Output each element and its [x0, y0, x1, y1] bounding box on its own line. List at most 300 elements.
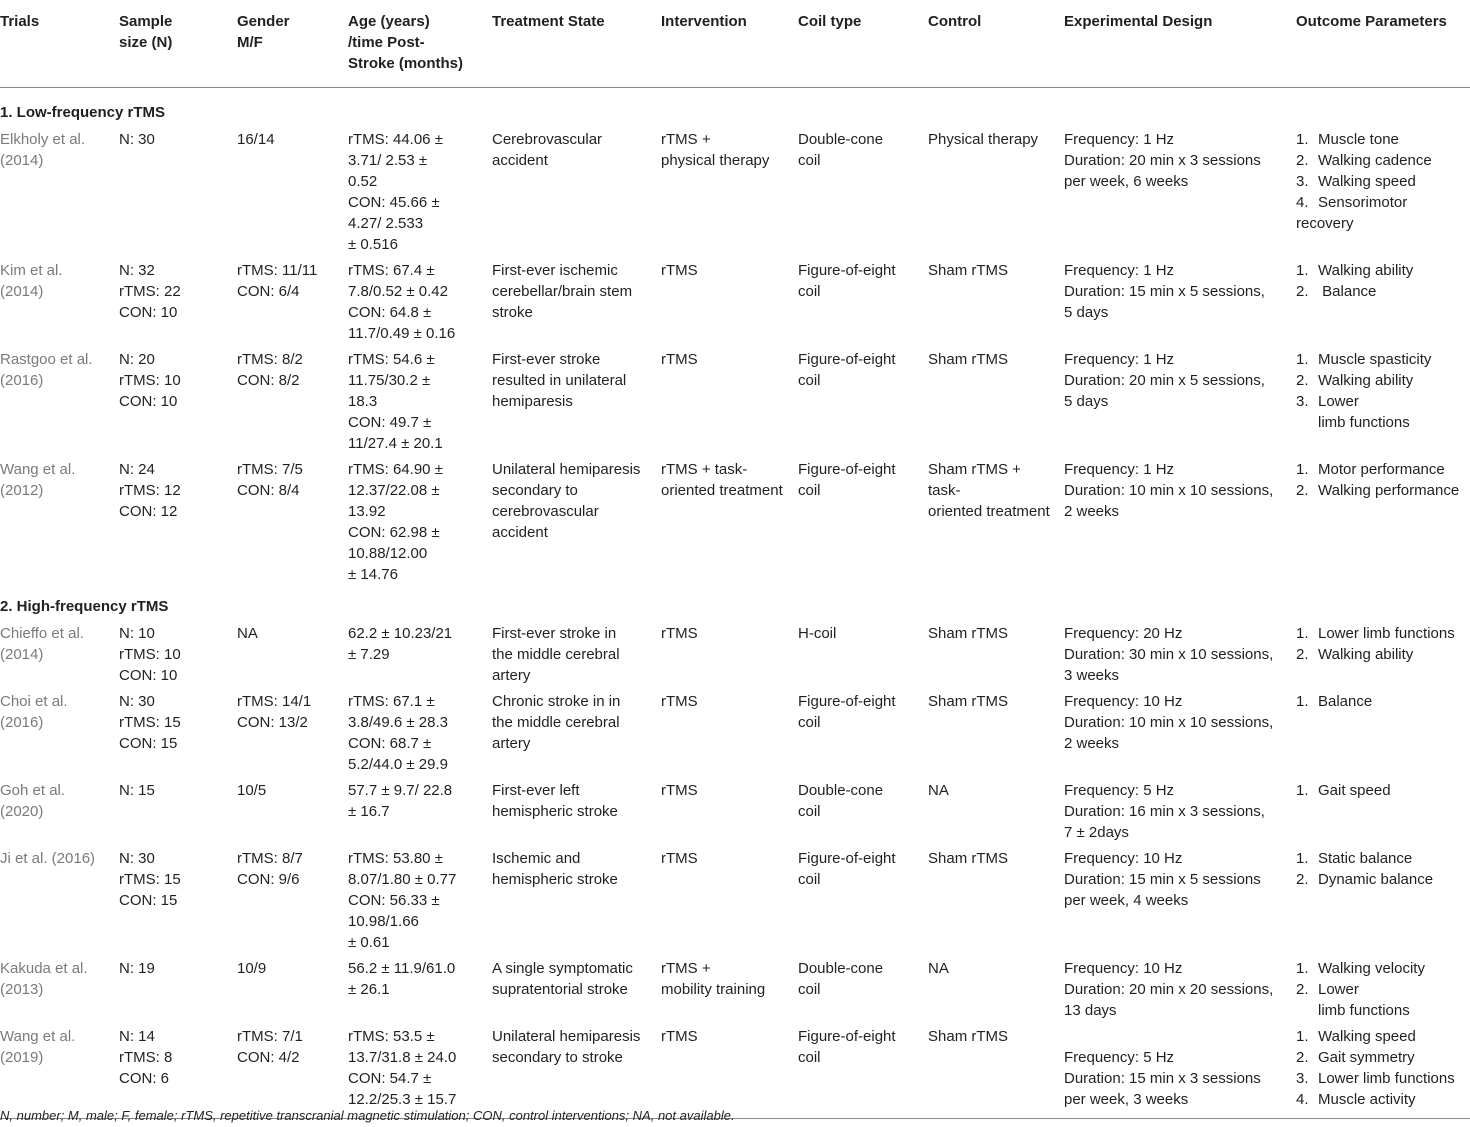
section-header-row [0, 88, 1470, 128]
cell-coil-type [798, 347, 928, 457]
cell-trial [0, 258, 119, 347]
outcome-text: Walking ability [1318, 646, 1414, 663]
cell-intervention-line: rTMS [661, 625, 698, 642]
outcome-item [1296, 958, 1466, 979]
outcome-number: 1. [1296, 351, 1309, 368]
outcome-number: 3. [1296, 393, 1309, 410]
cell-experimental-design-line: Frequency: 1 Hz [1064, 351, 1175, 368]
cell-trial [0, 127, 119, 258]
outcome-number: 3. [1296, 173, 1309, 190]
cell-age [348, 457, 492, 588]
cell-control [928, 621, 1064, 689]
outcome-number: 1. [1296, 782, 1309, 799]
cell-age-line: 13.7/31.8 ± 24.0 [348, 1049, 457, 1066]
table-row [0, 1024, 1470, 1119]
cell-trial-line: (2020) [0, 803, 44, 820]
cell-experimental-design-line: Frequency: 20 Hz [1064, 625, 1183, 642]
cell-sample-size-line: N: 10 [119, 625, 155, 642]
cell-control-line: Sham rTMS [928, 693, 1009, 710]
cell-gender-line: rTMS: 14/1 [237, 693, 312, 710]
outcome-number: 1. [1296, 693, 1309, 710]
cell-age-line: rTMS: 53.80 ± [348, 850, 443, 867]
outcome-number [1296, 1000, 1318, 1021]
outcome-item [1296, 848, 1466, 869]
cell-sample-size-line: N: 15 [119, 782, 155, 799]
header-age: Age (years) /time Post- Stroke (months) [348, 0, 492, 88]
outcome-text: Muscle activity [1318, 1091, 1416, 1108]
cell-sample-size-line: CON: 10 [119, 304, 178, 321]
cell-gender [237, 347, 348, 457]
cell-gender [237, 457, 348, 588]
cell-control-line: NA [928, 960, 949, 977]
cell-sample-size-line: rTMS: 22 [119, 283, 181, 300]
table-row [0, 778, 1470, 846]
cell-experimental-design-line: Duration: 15 min x 5 sessions [1064, 871, 1261, 888]
cell-intervention-line: rTMS + task- [661, 461, 748, 478]
cell-control [928, 258, 1064, 347]
cell-age-line: rTMS: 64.90 ± [348, 461, 443, 478]
cell-experimental-design-line: 2 weeks [1064, 735, 1120, 752]
cell-experimental-design-line [1064, 1026, 1292, 1047]
outcome-text: Balance [1318, 693, 1373, 710]
cell-trial-line: Chieffo et al. [0, 625, 84, 642]
cell-trial-line: Kim et al. [0, 262, 63, 279]
cell-experimental-design-line: Duration: 20 min x 20 sessions, [1064, 981, 1274, 998]
cell-age-line: 5.2/44.0 ± 29.9 [348, 756, 448, 773]
cell-control [928, 689, 1064, 778]
cell-sample-size-line: rTMS: 8 [119, 1049, 173, 1066]
header-gender: Gender M/F [237, 0, 348, 88]
cell-experimental-design-line: Frequency: 10 Hz [1064, 850, 1183, 867]
cell-intervention-line: rTMS [661, 693, 698, 710]
cell-treatment-state-line: First-ever stroke [492, 351, 601, 368]
cell-age [348, 689, 492, 778]
cell-age-line: 12.2/25.3 ± 15.7 [348, 1091, 457, 1108]
table-row [0, 846, 1470, 956]
cell-experimental-design-line: 13 days [1064, 1002, 1117, 1019]
cell-trial-line: Rastgoo et al. [0, 351, 93, 368]
cell-experimental-design-line: Frequency: 10 Hz [1064, 960, 1183, 977]
cell-trial-line: Kakuda et al. [0, 960, 88, 977]
cell-treatment-state-line: hemispheric stroke [492, 803, 618, 820]
cell-coil-type [798, 846, 928, 956]
cell-coil-type [798, 258, 928, 347]
cell-experimental-design-line: Duration: 15 min x 5 sessions, [1064, 283, 1265, 300]
cell-age-line: 62.2 ± 10.23/21 [348, 625, 453, 642]
cell-coil-type-line: coil [798, 283, 821, 300]
cell-experimental-design-line: Duration: 30 min x 10 sessions, [1064, 646, 1274, 663]
cell-age [348, 1024, 492, 1119]
cell-coil-type [798, 956, 928, 1024]
cell-age-line: 57.7 ± 9.7/ 22.8 [348, 782, 453, 799]
cell-treatment-state-line: supratentorial stroke [492, 981, 628, 998]
cell-coil-type [798, 1024, 928, 1119]
cell-age-line: 0.52 [348, 173, 378, 190]
header-outcome-parameters: Outcome Parameters [1296, 0, 1470, 88]
outcome-list [1296, 129, 1466, 234]
cell-treatment-state [492, 127, 661, 258]
cell-intervention-line: rTMS [661, 1028, 698, 1045]
cell-age-line: 18.3 [348, 393, 378, 410]
cell-control-line: Physical therapy [928, 131, 1039, 148]
cell-coil-type-line: Double-cone [798, 782, 884, 799]
cell-experimental-design-line: Duration: 20 min x 3 sessions [1064, 152, 1261, 169]
cell-trial [0, 689, 119, 778]
cell-gender [237, 1024, 348, 1119]
cell-age-line: 8.07/1.80 ± 0.77 [348, 871, 457, 888]
cell-gender-line: rTMS: 8/7 [237, 850, 303, 867]
cell-treatment-state-line: the middle cerebral [492, 714, 620, 731]
cell-treatment-state-line: cerebrovascular [492, 503, 599, 520]
cell-intervention [661, 347, 798, 457]
cell-sample-size-line: N: 30 [119, 850, 155, 867]
outcome-number: 2. [1296, 482, 1309, 499]
cell-experimental-design [1064, 127, 1296, 258]
outcome-text: Walking speed [1318, 1028, 1416, 1045]
cell-outcome-parameters [1296, 689, 1470, 778]
outcome-text: Lower limb functions [1318, 625, 1455, 642]
cell-age-line: 4.27/ 2.533 [348, 215, 424, 232]
outcome-item [1296, 129, 1466, 150]
cell-gender [237, 258, 348, 347]
cell-experimental-design-line: Frequency: 1 Hz [1064, 262, 1175, 279]
cell-coil-type [798, 127, 928, 258]
cell-coil-type-line: coil [798, 803, 821, 820]
cell-trial-line: (2014) [0, 152, 44, 169]
outcome-number: 2. [1296, 1049, 1309, 1066]
header-sample-size: Sample size (N) [119, 0, 237, 88]
cell-sample-size [119, 846, 237, 956]
cell-age-line: ± 14.76 [348, 566, 398, 583]
cell-treatment-state-line: First-ever left [492, 782, 580, 799]
cell-sample-size-line: N: 30 [119, 693, 155, 710]
cell-sample-size-line: CON: 10 [119, 393, 178, 410]
header-treatment-state: Treatment State [492, 0, 661, 88]
cell-age [348, 621, 492, 689]
cell-treatment-state-line: accident [492, 524, 548, 541]
cell-treatment-state-line: the middle cerebral [492, 646, 620, 663]
cell-age-line: ± 7.29 [348, 646, 390, 663]
outcome-list [1296, 958, 1466, 1021]
cell-control-line: NA [928, 782, 949, 799]
cell-treatment-state-line: Chronic stroke in in [492, 693, 621, 710]
cell-treatment-state [492, 258, 661, 347]
cell-control [928, 846, 1064, 956]
cell-intervention [661, 956, 798, 1024]
cell-sample-size-line: rTMS: 12 [119, 482, 181, 499]
cell-intervention-line: rTMS + [661, 131, 711, 148]
outcome-list [1296, 260, 1466, 302]
outcome-text: Walking velocity [1318, 960, 1425, 977]
cell-trial-line: (2014) [0, 646, 44, 663]
cell-intervention [661, 846, 798, 956]
outcome-text: Walking ability [1318, 262, 1414, 279]
outcome-number: 1. [1296, 461, 1309, 478]
cell-experimental-design-line: 5 days [1064, 393, 1109, 410]
cell-age-line: ± 16.7 [348, 803, 390, 820]
section-title: 1. Low-frequency rTMS [0, 104, 166, 121]
cell-sample-size [119, 258, 237, 347]
cell-gender [237, 621, 348, 689]
cell-gender-line: 10/5 [237, 782, 267, 799]
outcome-text: limb functions [1318, 1002, 1410, 1019]
cell-age-line: ± 26.1 [348, 981, 390, 998]
cell-intervention-line: rTMS [661, 850, 698, 867]
cell-treatment-state-line: Unilateral hemiparesis [492, 1028, 641, 1045]
cell-coil-type-line: coil [798, 981, 821, 998]
cell-age [348, 846, 492, 956]
cell-treatment-state-line: First-ever stroke in [492, 625, 617, 642]
outcome-text: Walking performance [1318, 482, 1460, 499]
cell-gender-line: rTMS: 11/11 [237, 262, 318, 279]
cell-treatment-state-line: artery [492, 667, 531, 684]
cell-experimental-design-line: Frequency: 1 Hz [1064, 461, 1175, 478]
cell-trial [0, 846, 119, 956]
cell-gender-line: CON: 4/2 [237, 1049, 300, 1066]
cell-age-line: 10.88/12.00 [348, 545, 428, 562]
header-trials: Trials [0, 0, 119, 88]
cell-intervention [661, 457, 798, 588]
outcome-number: 2. [1296, 372, 1309, 389]
cell-sample-size-line: rTMS: 10 [119, 372, 181, 389]
cell-intervention [661, 127, 798, 258]
cell-treatment-state-line: Ischemic and [492, 850, 581, 867]
cell-gender-line: rTMS: 7/1 [237, 1028, 303, 1045]
cell-experimental-design-line: Duration: 20 min x 5 sessions, [1064, 372, 1265, 389]
cell-age-line: CON: 56.33 ± [348, 892, 440, 909]
cell-treatment-state-line: secondary to [492, 482, 578, 499]
cell-treatment-state-line: artery [492, 735, 531, 752]
outcome-item [1296, 1089, 1466, 1110]
cell-sample-size-line: N: 30 [119, 131, 155, 148]
cell-control [928, 127, 1064, 258]
cell-trial-line: (2014) [0, 283, 44, 300]
cell-coil-type-line: coil [798, 871, 821, 888]
outcome-list [1296, 349, 1466, 433]
cell-intervention-line: rTMS [661, 262, 698, 279]
outcome-text: Gait speed [1318, 782, 1391, 799]
cell-control [928, 778, 1064, 846]
outcome-item [1296, 1068, 1466, 1089]
cell-gender-line: CON: 8/2 [237, 372, 300, 389]
outcome-number: 1. [1296, 625, 1309, 642]
outcome-number: 2. [1296, 871, 1309, 888]
outcome-number: 4. [1296, 1091, 1309, 1108]
cell-intervention [661, 621, 798, 689]
cell-treatment-state [492, 457, 661, 588]
cell-sample-size [119, 457, 237, 588]
cell-gender [237, 127, 348, 258]
outcome-number: 1. [1296, 262, 1309, 279]
cell-coil-type-line: Double-cone [798, 131, 884, 148]
cell-coil-type-line: Figure-of-eight [798, 1028, 896, 1045]
cell-age [348, 127, 492, 258]
cell-experimental-design-line: per week, 6 weeks [1064, 173, 1189, 190]
cell-experimental-design-line: 7 ± 2days [1064, 824, 1129, 841]
cell-trial-line: (2016) [0, 714, 44, 731]
cell-age-line: 11/27.4 ± 20.1 [348, 435, 443, 452]
cell-experimental-design [1064, 778, 1296, 846]
outcome-item [1296, 150, 1466, 171]
cell-intervention [661, 689, 798, 778]
table-footnote: N, number; M, male; F, female; rTMS, repetitive transcranial magnetic stimulation; CON, control interventions; NA, not available. [0, 1108, 735, 1123]
outcome-text: limb functions [1318, 414, 1410, 431]
cell-age-line: 11.7/0.49 ± 0.16 [348, 325, 456, 342]
outcome-text: Sensorimotor recovery [1296, 194, 1408, 232]
cell-coil-type-line: coil [798, 372, 821, 389]
cell-gender-line: CON: 9/6 [237, 871, 300, 888]
cell-gender-line: rTMS: 8/2 [237, 351, 303, 368]
cell-control-line: oriented treatment [928, 503, 1050, 520]
cell-age-line: rTMS: 44.06 ± [348, 131, 443, 148]
cell-coil-type [798, 621, 928, 689]
cell-coil-type [798, 778, 928, 846]
cell-trial-line: Goh et al. [0, 782, 66, 799]
outcome-item [1296, 412, 1466, 433]
header-row [0, 0, 1470, 88]
cell-age [348, 258, 492, 347]
cell-coil-type-line: Double-cone [798, 960, 884, 977]
cell-outcome-parameters [1296, 457, 1470, 588]
outcome-text: Dynamic balance [1318, 871, 1434, 888]
cell-gender [237, 956, 348, 1024]
cell-sample-size-line: N: 32 [119, 262, 155, 279]
outcome-number: 1. [1296, 1028, 1309, 1045]
cell-outcome-parameters [1296, 127, 1470, 258]
cell-experimental-design [1064, 347, 1296, 457]
table-row [0, 621, 1470, 689]
cell-treatment-state [492, 846, 661, 956]
outcome-text: Muscle spasticity [1318, 351, 1432, 368]
outcome-list [1296, 691, 1466, 712]
cell-control [928, 956, 1064, 1024]
outcome-item [1296, 1000, 1466, 1021]
cell-coil-type-line: coil [798, 482, 821, 499]
cell-treatment-state [492, 956, 661, 1024]
cell-age-line: rTMS: 53.5 ± [348, 1028, 435, 1045]
cell-sample-size [119, 689, 237, 778]
outcome-item [1296, 780, 1466, 801]
cell-sample-size-line: CON: 12 [119, 503, 178, 520]
cell-intervention-line: mobility training [661, 981, 766, 998]
outcome-number [1296, 412, 1318, 433]
outcome-item [1296, 192, 1466, 234]
cell-age [348, 778, 492, 846]
cell-treatment-state [492, 347, 661, 457]
cell-experimental-design-line: per week, 3 weeks [1064, 1091, 1189, 1108]
cell-sample-size-line: N: 20 [119, 351, 155, 368]
cell-control [928, 347, 1064, 457]
cell-sample-size-line: CON: 15 [119, 892, 178, 909]
cell-sample-size [119, 127, 237, 258]
cell-age-line: CON: 64.8 ± [348, 304, 432, 321]
cell-treatment-state-line: hemispheric stroke [492, 871, 618, 888]
cell-experimental-design [1064, 258, 1296, 347]
cell-treatment-state-line: secondary to stroke [492, 1049, 623, 1066]
cell-treatment-state-line: resulted in unilateral [492, 372, 627, 389]
outcome-list [1296, 780, 1466, 801]
outcome-number: 4. [1296, 194, 1309, 211]
cell-age-line: CON: 45.66 ± [348, 194, 440, 211]
cell-age-line: 3.8/49.6 ± 28.3 [348, 714, 448, 731]
cell-outcome-parameters [1296, 956, 1470, 1024]
cell-intervention-line: physical therapy [661, 152, 770, 169]
outcome-item [1296, 459, 1466, 480]
cell-trial [0, 621, 119, 689]
outcome-list [1296, 459, 1466, 501]
outcome-item [1296, 480, 1466, 501]
cell-gender-line: 16/14 [237, 131, 275, 148]
cell-outcome-parameters [1296, 347, 1470, 457]
table-row [0, 457, 1470, 588]
cell-trial-line: (2012) [0, 482, 44, 499]
outcome-item [1296, 171, 1466, 192]
cell-experimental-design-line: 3 weeks [1064, 667, 1120, 684]
cell-outcome-parameters [1296, 778, 1470, 846]
cell-age-line: 12.37/22.08 ± [348, 482, 440, 499]
outcome-list [1296, 623, 1466, 665]
outcome-number: 2. [1296, 152, 1309, 169]
cell-age-line: CON: 49.7 ± [348, 414, 432, 431]
cell-experimental-design [1064, 956, 1296, 1024]
cell-sample-size [119, 778, 237, 846]
cell-coil-type-line: Figure-of-eight [798, 850, 896, 867]
header-experimental-design: Experimental Design [1064, 0, 1296, 88]
outcome-number: 1. [1296, 131, 1309, 148]
outcome-list [1296, 1026, 1466, 1110]
cell-sample-size [119, 1024, 237, 1119]
cell-control-line: Sham rTMS [928, 351, 1009, 368]
cell-coil-type-line: Figure-of-eight [798, 262, 896, 279]
outcome-number: 1. [1296, 960, 1309, 977]
cell-experimental-design-line: 2 weeks [1064, 503, 1120, 520]
cell-gender [237, 846, 348, 956]
cell-control-line: task- [928, 482, 961, 499]
cell-treatment-state-line: First-ever ischemic [492, 262, 618, 279]
cell-control-line: Sham rTMS + [928, 461, 1021, 478]
outcome-number: 2. [1296, 646, 1309, 663]
cell-gender-line: CON: 6/4 [237, 283, 300, 300]
cell-treatment-state-line: Unilateral hemiparesis [492, 461, 641, 478]
outcome-item [1296, 260, 1466, 281]
table-row [0, 258, 1470, 347]
cell-trial [0, 347, 119, 457]
cell-experimental-design-line: Frequency: 1 Hz [1064, 131, 1175, 148]
cell-treatment-state-line: A single symptomatic [492, 960, 633, 977]
cell-coil-type-line: H-coil [798, 625, 837, 642]
cell-age-line: rTMS: 54.6 ± [348, 351, 435, 368]
outcome-number: 1. [1296, 850, 1309, 867]
table-row [0, 689, 1470, 778]
outcome-text: Walking ability [1318, 372, 1414, 389]
cell-experimental-design-line: Duration: 15 min x 3 sessions [1064, 1070, 1261, 1087]
cell-intervention [661, 258, 798, 347]
outcome-item [1296, 349, 1466, 370]
cell-sample-size-line: N: 24 [119, 461, 155, 478]
cell-trial-line: (2013) [0, 981, 44, 998]
cell-outcome-parameters [1296, 621, 1470, 689]
section-title: 2. High-frequency rTMS [0, 598, 169, 615]
outcome-item [1296, 644, 1466, 665]
outcome-item [1296, 1026, 1466, 1047]
header-control: Control [928, 0, 1064, 88]
outcome-number: 2. [1296, 283, 1309, 300]
cell-age-line: 10.98/1.66 [348, 913, 419, 930]
cell-outcome-parameters [1296, 1024, 1470, 1119]
outcome-item [1296, 391, 1466, 412]
section-header-row [0, 588, 1470, 621]
cell-sample-size-line: rTMS: 15 [119, 871, 181, 888]
